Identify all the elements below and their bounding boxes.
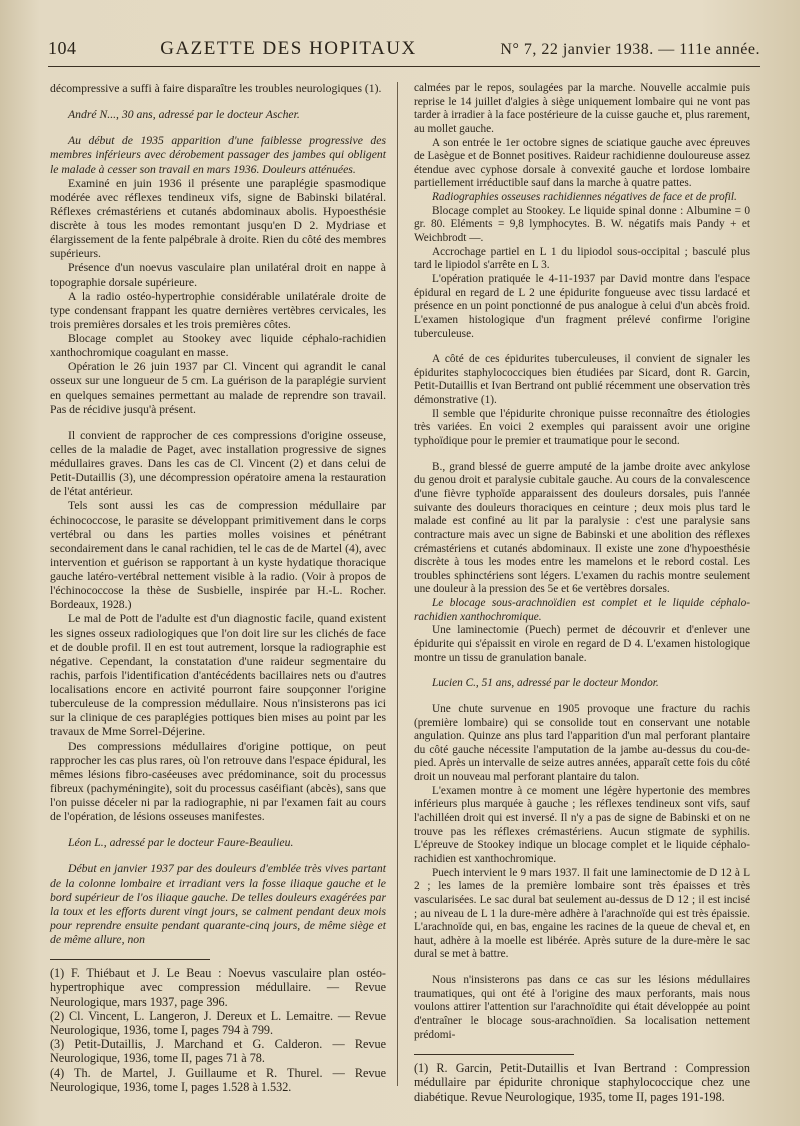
- paragraph: Puech intervient le 9 mars 1937. Il fait une laminectomie de D 12 à L 2 ; les lames de la première lombaire sont très épaisses et très vascularisées. Le sac dural bat seulement au-dessus de D 12 ; il est incisé ; au niveau de L 1 la dure-mère adhère à l'arachnoïde qui est très épaissie. L'arachnoïde qui, en bas, engaine les racines de la queue de cheval et, en haut, adhère à la moelle est libérée. Après suture de la dure-mère le sac dural se met à battre.: [414, 866, 750, 961]
- running-header: [48, 38, 760, 67]
- paragraph: Il convient de rapprocher de ces compressions d'origine osseuse, celles de la maladie de Paget, avec installation progressive de signes médullaires graves. Dans les cas de Cl. Vincent (2) et dans celui de Petit-Dutaillis (3), une décompression opératoire amena la restauration de l'état antérieur.: [50, 428, 386, 499]
- paragraph: Une chute survenue en 1905 provoque une fracture du rachis (première lombaire) qui se consolide tout en conservant une notable angulation. Quinze ans plus tard l'apparition d'un mal perforant plantaire du côté gauche nécessite l'amputation de la jambe au-dessus du cou-de-pied. Après un intervalle de seize autres années, apparaît cette fois du côté droit un nouveau mal perforant plantaire du talon.: [414, 702, 750, 784]
- footnote: (4) Th. de Martel, J. Guillaume et R. Thurel. — Revue Neurologique, 1936, tome I, pages 1.528 à 1.532.: [50, 1065, 386, 1094]
- paragraph: Tels sont aussi les cas de compression médullaire par échinococcose, le parasite se développant primitivement dans le corps vertébral ou dans les parties molles voisines et pénétrant secondairement dans le canal rachidien, tel le cas de de Martel (4), avec intervention et guérison se rapportant à un kyste hydatique thoracique gauche latéro-vertébral nettement visible à la radio. (Voir à propos de l'échinococcose la thèse de Susbielle, inspirée par H.-L. Rocher. Bordeaux, 1928.): [50, 499, 386, 612]
- paragraph: Le mal de Pott de l'adulte est d'un diagnostic facile, quand existent les signes osseux radiologiques que l'on doit lire sur les clichés de face et de double profil. Il en est tout autrement, lorsque la radiographie est négative. Cependant, la constatation d'une raideur segmentaire du rachis, parfois l'identification d'antécédents bacillaires nets ou d'autres localisations encore en activité pourront faire soupçonner l'origine tuberculeuse de la compression médullaire. Nous n'insisterons pas ici sur la clinique de ces paraplégies pottiques bien mises au point par les travaux de Mme Sorrel-Déjerine.: [50, 612, 386, 739]
- case-heading: André N..., 30 ans, adressé par le docteur Ascher.: [68, 108, 300, 122]
- paragraph: Accrochage partiel en L 1 du lipiodol sous-occipital ; basculé plus tard le lipiodol s'arrête en L 3.: [414, 245, 750, 272]
- paragraph: Des compressions médullaires d'origine pottique, on peut rapprocher les cas plus rares, où l'on retrouve dans l'espace épidural, les mêmes lésions fibro-caséeuses avec prédominance, soit du processus fibreux (pachyméningite), soit du processus caséifiant (abcès), sans que l'on puisse déceler ni par la radiographie, ni par l'examen fait au cours de l'opération, de lésions osseuses manifestes.: [50, 739, 386, 824]
- footnotes: [50, 966, 386, 1094]
- paragraph: Opération le 26 juin 1937 par Cl. Vincent qui agrandit le canal osseux sur une longueur de 5 cm. La guérison de la paraplégie survient en quelques semaines permettant au malade de reprendre son travail. Pas de récidive jusqu'à présent.: [50, 360, 386, 416]
- paragraph: L'opération pratiquée le 4-11-1937 par David montre dans l'espace épidural en regard de L 2 une épidurite fongueuse avec tissu lardacé et présence en un point ponctionné de pus analogue à celui d'un abcès froid. L'examen histologique d'un fragment prélevé confirme l'origine tuberculeuse.: [414, 272, 750, 340]
- paragraph: Le blocage sous-arachnoïdien est complet et le liquide céphalo-rachidien xanthochromique.: [414, 597, 750, 623]
- paragraph: calmées par le repos, soulagées par la marche. Nouvelle accalmie puis reprise le 14 juillet d'algies à siège uniquement lombaire qui ne vont pas tarder à irradier à la face postérieure de la cuisse gauche et, plus rarement, au mollet gauche.: [414, 82, 750, 135]
- issue-info: N° 7, 22 janvier 1938. — 111e année.: [500, 41, 760, 58]
- footnote: (2) Cl. Vincent, L. Langeron, J. Dereux et L. Lemaitre. — Revue Neurologique, 1936, tome I, pages 794 à 799.: [50, 1008, 386, 1037]
- paragraph: Examiné en juin 1936 il présente une paraplégie spasmodique modérée avec réflexes tendineux vifs, signe de Babinski bilatéral. Réflexes crémastériens et cutanés abdominaux abolis. Hypoesthésie discrète à tous les modes remontant jusqu'en D 2. Mydriase et élargissement de la fente palpébrale à droite. Rien du côté des membres supérieurs.: [50, 176, 386, 261]
- paragraph: Nous n'insisterons pas dans ce cas sur les lésions médullaires traumatiques, qui ont été à l'origine des maux perforants, mais nous voulons attirer l'attention sur l'arachnoïdite qui était développée au point d'entraîner le blocage sous-arachnoïdien. Sa localisation nettement prédomi-: [414, 974, 750, 1041]
- paragraph: Une laminectomie (Puech) permet de découvrir et d'enlever une épidurite qui s'épaissit en virole en regard de D 4. L'examen histologique montre un tissu de granulation banale.: [414, 624, 750, 664]
- paragraph: B., grand blessé de guerre amputé de la jambe droite avec ankylose du genou droit et paralysie cubitale gauche. Au cours de la convalescence d'une fièvre typhoïde apparaissent des douleurs dorsales, puis l'année suivante des douleurs thoraciques en ceinture ; deux mois plus tard le malade est confiné au lit par la paralysie : c'est une paralysie sans contracture mais avec un signe de Babinski et une abolition des réflexes crémastériens et cutanés abdominaux. Il existe une zone d'hypoesthésie discrète à tous les modes entre les mamelons et le rebord costal. Les troubles sphinctériens sont légers. L'examen du rachis montre seulement une douleur à la pression des 5e et 6e vertèbres dorsales.: [414, 460, 750, 596]
- paragraph: A son entrée le 1er octobre signes de sciatique gauche avec épreuves de Lasègue et de Bonnet positives. Raideur rachidienne douloureuse assez étendue avec cyphose dorsale à convexité gauche et lordose lombaire partiellement irréductible sauf dans la marche à quatre pattes.: [414, 136, 750, 190]
- left-column: [50, 82, 386, 1094]
- footnote: (3) Petit-Dutaillis, J. Marchand et G. Calderon. — Revue Neurologique, 1936, tome II, pages 71 à 78.: [50, 1037, 386, 1066]
- footnote: (1) R. Garcin, Petit-Dutaillis et Ivan Bertrand : Compression médullaire par épidurite chronique staphylococcique chez une diabétique. Revue Neurologique, 1935, tome II, pages 191-198.: [414, 1061, 750, 1104]
- footnote-rule: [414, 1054, 574, 1055]
- case-heading: Lucien C., 51 ans, adressé par le docteur Mondor.: [432, 677, 659, 690]
- paragraph: Radiographies osseuses rachidiennes négatives de face et de profil.: [432, 191, 737, 204]
- case-heading: Léon L., adressé par le docteur Faure-Beaulieu.: [68, 836, 294, 850]
- footnote: (1) F. Thiébaut et J. Le Beau : Noevus vasculaire plan ostéo-hypertrophique avec compression médullaire. — Revue Neurologique, mars 1937, page 396.: [50, 966, 386, 1009]
- paragraph: Blocage complet au Stookey. Le liquide spinal donne : Albumine = 0 gr. 80. Eléments = 9,8 lymphocytes. B. W. négatifs mais Pandy + et Weichbrodt —.: [414, 204, 750, 245]
- paragraph: Au début de 1935 apparition d'une faiblesse progressive des membres inférieurs avec dérobement passager des jambes qui obligent le malade à cesser son travail en mars 1936. Douleurs atténuées.: [50, 134, 386, 176]
- paragraph: Blocage complet au Stookey avec liquide céphalo-rachidien xanthochromique coagulant en masse.: [50, 332, 386, 360]
- page-number: 104: [48, 38, 77, 58]
- footnotes: [414, 1061, 750, 1104]
- paragraph: A côté de ces épidurites tuberculeuses, il convient de signaler les épidurites staphylococciques bien étudiées par Sicard, dont R. Garcin, Petit-Dutaillis et Ivan Bertrand ont publié récemment une observation très démonstrative (1).: [414, 353, 750, 407]
- paragraph: Présence d'un noevus vasculaire plan unilatéral droit en nappe à topographie dorsale supérieure.: [50, 261, 386, 289]
- column-divider: [397, 82, 398, 1086]
- paragraph: L'examen montre à ce moment une légère hypertonie des membres inférieurs plus marquée à gauche ; les réflexes tendineux sont vifs, sauf l'achilléen droit qui est inversé. Il n'y a pas de signe de Babinski et on ne trouve pas les réflexes crémastériens. Aucun stigmate de syphilis. L'épreuve de Stookey indique un blocage complet et le liquide céphalo-rachidien est xanthochromique.: [414, 784, 750, 865]
- paragraph: A la radio ostéo-hypertrophie considérable unilatérale droite de type condensant frappant les quatre dernières vertèbres cervicales, les trois premières dorsales et les trois premières côtes.: [50, 289, 386, 331]
- journal-title: GAZETTE DES HOPITAUX: [160, 38, 417, 59]
- paragraph: Il semble que l'épidurite chronique puisse reconnaître des étiologies très variées. En voici 2 exemples qui paraissent avoir une origine typhoïdique pour le premier et traumatique pour le second.: [414, 407, 750, 448]
- right-column: [414, 82, 750, 1104]
- paragraph: décompressive a suffi à faire disparaître les troubles neurologiques (1).: [50, 82, 382, 95]
- footnote-rule: [50, 959, 210, 960]
- paragraph: Début en janvier 1937 par des douleurs d'emblée très vives partant de la colonne lombaire et irradiant vers la fosse iliaque gauche et le bord supérieur de l'os iliaque gauche. De telles douleurs exagérées par la toux et les efforts durent vingt jours, se calment pendant deux mois pour reprendre ensuite pendant quarante-cinq jours, de même siège et de même allure, non: [50, 862, 386, 946]
